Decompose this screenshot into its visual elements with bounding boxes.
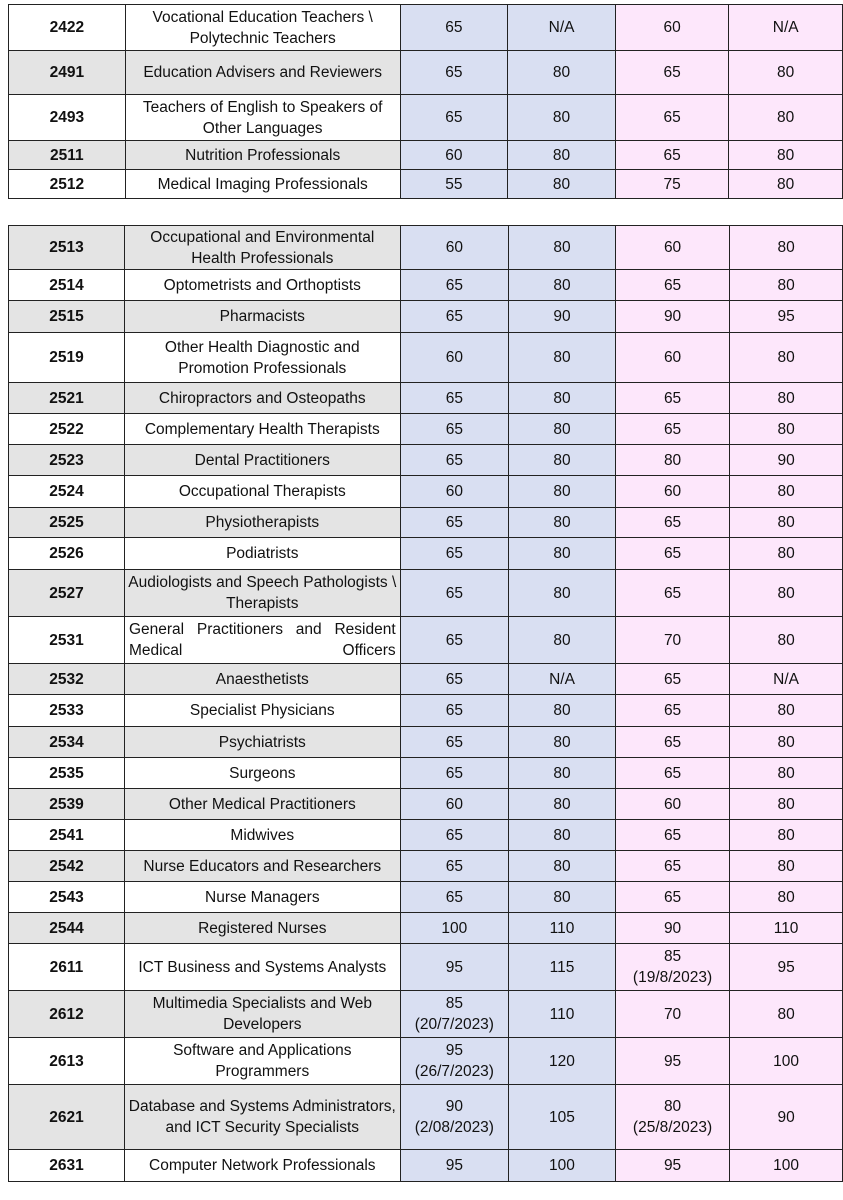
points-pink-1-cell: 80 (25/8/2023): [615, 1085, 729, 1150]
table-row: [9, 789, 843, 820]
points-blue-1-cell: 65: [400, 570, 508, 617]
points-blue-1-cell: 60: [400, 789, 508, 820]
occupation-cell: Database and Systems Administrators, and ICT Security Specialists: [124, 1085, 400, 1150]
points-pink-2-cell: 80: [730, 476, 843, 508]
table-row: [9, 1150, 843, 1182]
points-pink-1-cell: 85 (19/8/2023): [615, 944, 729, 991]
code-cell: 2613: [9, 1038, 125, 1085]
points-pink-1-cell: 65: [615, 51, 728, 95]
points-pink-2-cell: 80: [730, 383, 843, 414]
points-blue-2-cell: N/A: [509, 664, 616, 695]
code-cell: 2525: [9, 508, 125, 538]
points-pink-2-cell: 80: [730, 333, 843, 383]
code-cell: 2534: [9, 727, 125, 758]
table-row: [9, 170, 843, 199]
points-pink-2-cell: 80: [730, 820, 843, 851]
points-pink-1-cell: 65: [615, 508, 729, 538]
table-row: [9, 226, 843, 270]
points-pink-1-cell: 65: [615, 727, 729, 758]
table-row: [9, 617, 843, 664]
code-cell: 2532: [9, 664, 125, 695]
points-blue-1-cell: 65: [400, 538, 508, 570]
table-row: [9, 944, 843, 991]
points-blue-2-cell: 120: [509, 1038, 616, 1085]
points-pink-2-cell: N/A: [730, 664, 843, 695]
table-row: [9, 508, 843, 538]
points-pink-1-cell: 90: [615, 913, 729, 944]
points-pink-2-cell: 80: [729, 51, 843, 95]
points-blue-2-cell: 100: [509, 1150, 616, 1182]
code-cell: 2521: [9, 383, 125, 414]
code-cell: 2512: [9, 170, 126, 199]
table-row: [9, 758, 843, 789]
points-pink-1-cell: 65: [615, 851, 729, 882]
points-blue-1-cell: 65: [400, 383, 508, 414]
points-pink-2-cell: 80: [730, 538, 843, 570]
code-cell: 2612: [9, 991, 125, 1038]
points-pink-2-cell: 80: [730, 617, 843, 664]
points-pink-1-cell: 95: [615, 1038, 729, 1085]
points-pink-1-cell: 65: [615, 695, 729, 727]
points-pink-1-cell: 95: [615, 1150, 729, 1182]
points-blue-1-cell: 65: [400, 882, 508, 913]
table-row: [9, 445, 843, 476]
points-blue-1-cell: 65: [400, 95, 508, 141]
code-cell: 2493: [9, 95, 126, 141]
table-row: [9, 51, 843, 95]
points-pink-2-cell: 80: [730, 882, 843, 913]
points-blue-1-cell: 65: [400, 445, 508, 476]
occupation-cell: Education Advisers and Reviewers: [125, 51, 400, 95]
points-pink-2-cell: 80: [730, 270, 843, 301]
points-blue-1-cell: 65: [400, 414, 508, 445]
points-pink-1-cell: 65: [615, 820, 729, 851]
points-pink-2-cell: 95: [730, 944, 843, 991]
points-pink-1-cell: 70: [615, 617, 729, 664]
points-blue-2-cell: 80: [509, 538, 616, 570]
occupation-cell: Physiotherapists: [124, 508, 400, 538]
occupation-cell: Podiatrists: [124, 538, 400, 570]
points-pink-2-cell: 80: [729, 95, 843, 141]
points-blue-1-cell: 90 (2/08/2023): [400, 1085, 508, 1150]
points-blue-1-cell: 65: [400, 664, 508, 695]
table-row: [9, 95, 843, 141]
occupation-cell: Computer Network Professionals: [124, 1150, 400, 1182]
points-blue-2-cell: 80: [509, 820, 616, 851]
points-blue-2-cell: 80: [509, 882, 616, 913]
points-blue-2-cell: 105: [509, 1085, 616, 1150]
table-row: [9, 1038, 843, 1085]
points-pink-2-cell: 100: [730, 1038, 843, 1085]
points-blue-2-cell: 80: [509, 414, 616, 445]
points-blue-2-cell: 115: [509, 944, 616, 991]
points-pink-2-cell: 80: [729, 170, 843, 199]
table-row: [9, 913, 843, 944]
points-pink-1-cell: 65: [615, 570, 729, 617]
points-pink-2-cell: 80: [730, 508, 843, 538]
points-pink-2-cell: 80: [730, 789, 843, 820]
table-row: [9, 301, 843, 333]
points-blue-1-cell: 85 (20/7/2023): [400, 991, 508, 1038]
occupation-cell: Optometrists and Orthoptists: [124, 270, 400, 301]
code-cell: 2522: [9, 414, 125, 445]
points-blue-2-cell: 80: [509, 617, 616, 664]
points-pink-1-cell: 65: [615, 141, 728, 170]
points-blue-2-cell: 80: [508, 51, 616, 95]
points-pink-2-cell: 80: [730, 414, 843, 445]
table-row: [9, 476, 843, 508]
occupation-cell: Psychiatrists: [124, 727, 400, 758]
occupation-cell: Software and Applications Programmers: [124, 1038, 400, 1085]
table-row: [9, 383, 843, 414]
points-pink-2-cell: 80: [730, 695, 843, 727]
points-blue-1-cell: 65: [400, 617, 508, 664]
points-blue-1-cell: 65: [400, 301, 508, 333]
code-cell: 2542: [9, 851, 125, 882]
points-blue-1-cell: 65: [400, 820, 508, 851]
points-pink-1-cell: 75: [615, 170, 728, 199]
points-blue-2-cell: 110: [509, 991, 616, 1038]
points-blue-2-cell: 80: [509, 226, 616, 270]
table-row: [9, 1085, 843, 1150]
points-pink-1-cell: 65: [615, 758, 729, 789]
points-blue-2-cell: N/A: [508, 5, 616, 51]
points-blue-2-cell: 80: [509, 476, 616, 508]
occupation-cell: Registered Nurses: [124, 913, 400, 944]
table-row: [9, 333, 843, 383]
points-blue-1-cell: 65: [400, 508, 508, 538]
points-pink-2-cell: 95: [730, 301, 843, 333]
code-cell: 2511: [9, 141, 126, 170]
points-pink-2-cell: 80: [730, 570, 843, 617]
points-pink-1-cell: 65: [615, 414, 729, 445]
code-cell: 2531: [9, 617, 125, 664]
points-pink-1-cell: 90: [615, 301, 729, 333]
code-cell: 2514: [9, 270, 125, 301]
points-blue-1-cell: 95: [400, 944, 508, 991]
code-cell: 2491: [9, 51, 126, 95]
points-blue-1-cell: 60: [400, 333, 508, 383]
points-blue-2-cell: 80: [508, 95, 616, 141]
table-row: [9, 851, 843, 882]
code-cell: 2524: [9, 476, 125, 508]
occupation-cell: Anaesthetists: [124, 664, 400, 695]
table-row: [9, 538, 843, 570]
points-blue-2-cell: 80: [509, 270, 616, 301]
points-blue-2-cell: 80: [509, 383, 616, 414]
points-blue-1-cell: 65: [400, 851, 508, 882]
points-pink-1-cell: 60: [615, 5, 728, 51]
points-blue-2-cell: 90: [509, 301, 616, 333]
points-blue-1-cell: 65: [400, 758, 508, 789]
points-pink-2-cell: 80: [730, 991, 843, 1038]
occupation-cell: Surgeons: [124, 758, 400, 789]
occupation-cell: Specialist Physicians: [124, 695, 400, 727]
points-pink-2-cell: 100: [730, 1150, 843, 1182]
occupation-cell: Dental Practitioners: [124, 445, 400, 476]
table-row: [9, 882, 843, 913]
table-row: [9, 664, 843, 695]
occupation-cell: Nurse Managers: [124, 882, 400, 913]
points-pink-1-cell: 80: [615, 445, 729, 476]
code-cell: 2611: [9, 944, 125, 991]
points-pink-1-cell: 65: [615, 383, 729, 414]
occupation-cell: Nutrition Professionals: [125, 141, 400, 170]
points-pink-2-cell: 80: [730, 851, 843, 882]
occupation-cell: Medical Imaging Professionals: [125, 170, 400, 199]
points-blue-1-cell: 65: [400, 51, 508, 95]
points-pink-2-cell: 80: [730, 226, 843, 270]
points-pink-1-cell: 70: [615, 991, 729, 1038]
table-row: [9, 695, 843, 727]
occupation-table-top: [8, 4, 843, 199]
points-blue-1-cell: 55: [400, 170, 508, 199]
occupation-table-main: [8, 225, 843, 1182]
code-cell: 2513: [9, 226, 125, 270]
occupation-cell: Pharmacists: [124, 301, 400, 333]
occupation-cell: Complementary Health Therapists: [124, 414, 400, 445]
points-pink-1-cell: 60: [615, 333, 729, 383]
points-blue-2-cell: 110: [509, 913, 616, 944]
table-row: [9, 820, 843, 851]
occupation-cell: General Practitioners and Resident Medical Officers: [124, 617, 400, 664]
points-blue-1-cell: 65: [400, 5, 508, 51]
points-pink-2-cell: 80: [730, 758, 843, 789]
points-blue-2-cell: 80: [509, 445, 616, 476]
points-pink-1-cell: 60: [615, 789, 729, 820]
points-blue-1-cell: 65: [400, 270, 508, 301]
points-pink-2-cell: N/A: [729, 5, 843, 51]
points-blue-1-cell: 100: [400, 913, 508, 944]
occupation-cell: Multimedia Specialists and Web Developers: [124, 991, 400, 1038]
points-pink-2-cell: 90: [730, 445, 843, 476]
code-cell: 2631: [9, 1150, 125, 1182]
table-row: [9, 991, 843, 1038]
points-blue-2-cell: 80: [509, 851, 616, 882]
points-blue-2-cell: 80: [508, 170, 616, 199]
table-row: [9, 570, 843, 617]
code-cell: 2515: [9, 301, 125, 333]
table-row: [9, 727, 843, 758]
points-blue-2-cell: 80: [509, 570, 616, 617]
occupation-cell: Teachers of English to Speakers of Other Languages: [125, 95, 400, 141]
code-cell: 2541: [9, 820, 125, 851]
points-blue-2-cell: 80: [509, 695, 616, 727]
points-pink-1-cell: 65: [615, 95, 728, 141]
points-pink-1-cell: 65: [615, 270, 729, 301]
points-blue-1-cell: 65: [400, 727, 508, 758]
table-row: [9, 414, 843, 445]
points-pink-2-cell: 110: [730, 913, 843, 944]
code-cell: 2519: [9, 333, 125, 383]
points-pink-2-cell: 80: [729, 141, 843, 170]
occupation-cell: Other Medical Practitioners: [124, 789, 400, 820]
points-blue-2-cell: 80: [509, 727, 616, 758]
table-row: [9, 141, 843, 170]
code-cell: 2422: [9, 5, 126, 51]
points-blue-1-cell: 95: [400, 1150, 508, 1182]
occupation-cell: Other Health Diagnostic and Promotion Professionals: [124, 333, 400, 383]
points-blue-1-cell: 95 (26/7/2023): [400, 1038, 508, 1085]
occupation-cell: Vocational Education Teachers \ Polytechnic Teachers: [125, 5, 400, 51]
table-row: [9, 5, 843, 51]
occupation-cell: Occupational and Environmental Health Professionals: [124, 226, 400, 270]
code-cell: 2527: [9, 570, 125, 617]
points-blue-2-cell: 80: [509, 333, 616, 383]
points-blue-1-cell: 65: [400, 695, 508, 727]
code-cell: 2523: [9, 445, 125, 476]
points-blue-1-cell: 60: [400, 141, 508, 170]
points-pink-2-cell: 90: [730, 1085, 843, 1150]
points-pink-2-cell: 80: [730, 727, 843, 758]
table-row: [9, 270, 843, 301]
occupation-cell: Midwives: [124, 820, 400, 851]
code-cell: 2535: [9, 758, 125, 789]
points-pink-1-cell: 60: [615, 476, 729, 508]
code-cell: 2543: [9, 882, 125, 913]
code-cell: 2621: [9, 1085, 125, 1150]
code-cell: 2526: [9, 538, 125, 570]
code-cell: 2539: [9, 789, 125, 820]
code-cell: 2533: [9, 695, 125, 727]
points-blue-2-cell: 80: [508, 141, 616, 170]
points-pink-1-cell: 60: [615, 226, 729, 270]
code-cell: 2544: [9, 913, 125, 944]
occupation-cell: Audiologists and Speech Pathologists \ Therapists: [124, 570, 400, 617]
occupation-cell: Occupational Therapists: [124, 476, 400, 508]
points-blue-2-cell: 80: [509, 789, 616, 820]
points-blue-2-cell: 80: [509, 508, 616, 538]
points-pink-1-cell: 65: [615, 882, 729, 913]
points-pink-1-cell: 65: [615, 538, 729, 570]
points-blue-1-cell: 60: [400, 476, 508, 508]
points-blue-1-cell: 60: [400, 226, 508, 270]
points-pink-1-cell: 65: [615, 664, 729, 695]
occupation-cell: Chiropractors and Osteopaths: [124, 383, 400, 414]
occupation-cell: Nurse Educators and Researchers: [124, 851, 400, 882]
occupation-cell: ICT Business and Systems Analysts: [124, 944, 400, 991]
points-blue-2-cell: 80: [509, 758, 616, 789]
